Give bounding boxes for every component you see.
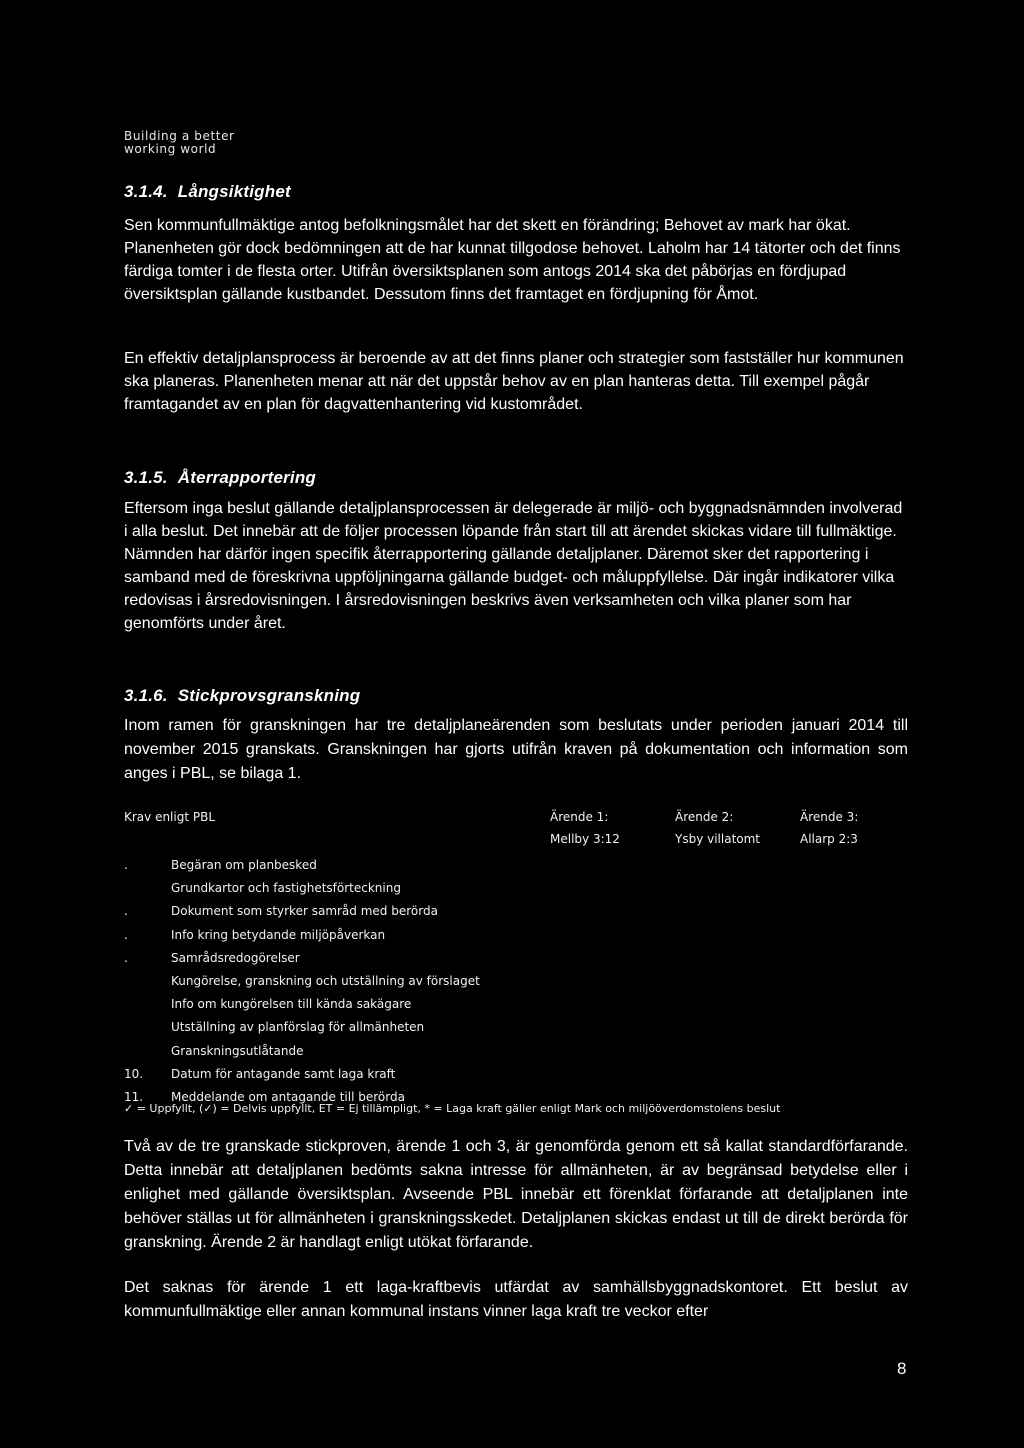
- paragraph: Sen kommunfullmäktige antog befolkningsmålet har det skett en förändring; Behovet av mark har ökat. Planenheten gör dock bedömningen att de har kunnat tillgodose behovet. Laholm har 14 tätorter och det finns färdiga tomter i de flesta orter. Utifrån översiktsplanen som antogs 2014 ska det påbörjas en fördjupad översiktsplan gällande kustbandet. Dessutom finns det framtaget en fördjupning för Åmot.: [124, 217, 901, 303]
- table-header-case-1: Ärende 1: Mellby 3:12: [550, 810, 620, 846]
- table-row: . Dokument som styrker samråd med berörda: [124, 904, 438, 919]
- pbl-requirements-table: [124, 806, 894, 1109]
- table-header: [124, 806, 894, 854]
- table-header-case-3: Ärende 3: Allarp 2:3: [800, 810, 859, 846]
- section-number: 3.1.4.: [124, 182, 168, 201]
- table-row: Grundkartor och fastighetsförteckning: [171, 881, 401, 896]
- section-title: Återrapportering: [177, 468, 317, 487]
- paragraph: Det saknas för ärende 1 ett laga-kraftbevis utfärdat av samhällsbyggnadskontoret. Ett beslut av kommunfullmäktige eller annan kommunal instans vinner laga kraft tre veckor efter: [124, 1279, 908, 1320]
- section-number: 3.1.6.: [124, 686, 168, 705]
- table-row: Granskningsutlåtande: [171, 1043, 304, 1058]
- page-number: 8: [897, 1359, 907, 1378]
- table-row: . Info kring betydande miljöpåverkan: [124, 927, 386, 942]
- paragraph: Två av de tre granskade stickproven, ärende 1 och 3, är genomförda genom ett så kallat standardförfarande. Detta innebär att detaljplanen bedömts sakna intresse för allmänheten, är av begränsad betydelse eller i enlighet med gällande översiktsplan. Avseende PBL innebär ett förenklat förfarande att detaljplanen inte behöver ställas ut för allmänheten i granskningsskedet. Detaljplanen skickas endast ut till de direkt berörda för granskning. Ärende 2 är handlagt enligt utökat förfarande.: [124, 1138, 908, 1251]
- table-row: Info om kungörelsen till kända sakägare: [171, 997, 412, 1012]
- section-heading-3-1-6: [124, 686, 360, 706]
- section-heading-3-1-4: [124, 182, 291, 202]
- table-row: 10. Datum för antagande samt laga kraft: [124, 1066, 396, 1081]
- section-title: Långsiktighet: [177, 182, 291, 201]
- table-row: . Begäran om planbesked: [124, 858, 317, 872]
- table-header-requirement: Krav enligt PBL: [124, 810, 216, 824]
- paragraph: Inom ramen för granskningen har tre detaljplaneärenden som beslutats under perioden januari 2014 till november 2015 granskats. Granskningen har gjorts utifrån kraven på dokumentation och information som anges i PBL, se bilaga 1.: [124, 717, 908, 782]
- table-row: . Samrådsredogörelser: [124, 950, 300, 965]
- table-header-case-2: Ärende 2: Ysby villatomt: [675, 810, 761, 846]
- company-logo: [124, 130, 235, 156]
- table-row: Kungörelse, granskning och utställning av förslaget: [171, 973, 480, 988]
- logo-line-2: working world: [124, 142, 217, 156]
- section-number: 3.1.5.: [124, 468, 168, 487]
- section-heading-3-1-5: [124, 468, 316, 488]
- table-row: 11. Meddelande om antagande till berörda: [124, 1089, 405, 1104]
- table-legend: ✓ = Uppfyllt, (✓) = Delvis uppfyllt, ET = Ej tillämpligt, * = Laga kraft gäller enligt Mark och miljööverdomstolens beslut: [124, 1102, 781, 1115]
- section-title: Stickprovsgranskning: [177, 686, 361, 705]
- logo-line-1: Building a better: [124, 129, 235, 143]
- table-row: Utställning av planförslag för allmänheten: [171, 1020, 425, 1035]
- paragraph: Eftersom inga beslut gällande detaljplansprocessen är delegerade är miljö- och byggnadsnämnden involverad i alla beslut. Det innebär att de följer processen löpande från start till att ärendet skickas vidare till fullmäktige. Nämnden har därför ingen specifik återrapportering gällande detaljplaner. Däremot sker det rapportering i samband med de föreskrivna uppföljningarna gällande budget- och måluppfyllelse. Där ingår indikatorer vilka redovisas i årsredovisningen. I årsredovisningen beskrivs även verksamheten och vilka planer som har genomförts under året.: [124, 500, 903, 632]
- paragraph: En effektiv detaljplansprocess är beroende av att det finns planer och strategier som fastställer hur kommunen ska planeras. Planenheten menar att när det uppstår behov av en plan hanteras detta. Till exempel pågår framtagandet av en plan för dagvattenhantering vid kustområdet.: [124, 350, 904, 413]
